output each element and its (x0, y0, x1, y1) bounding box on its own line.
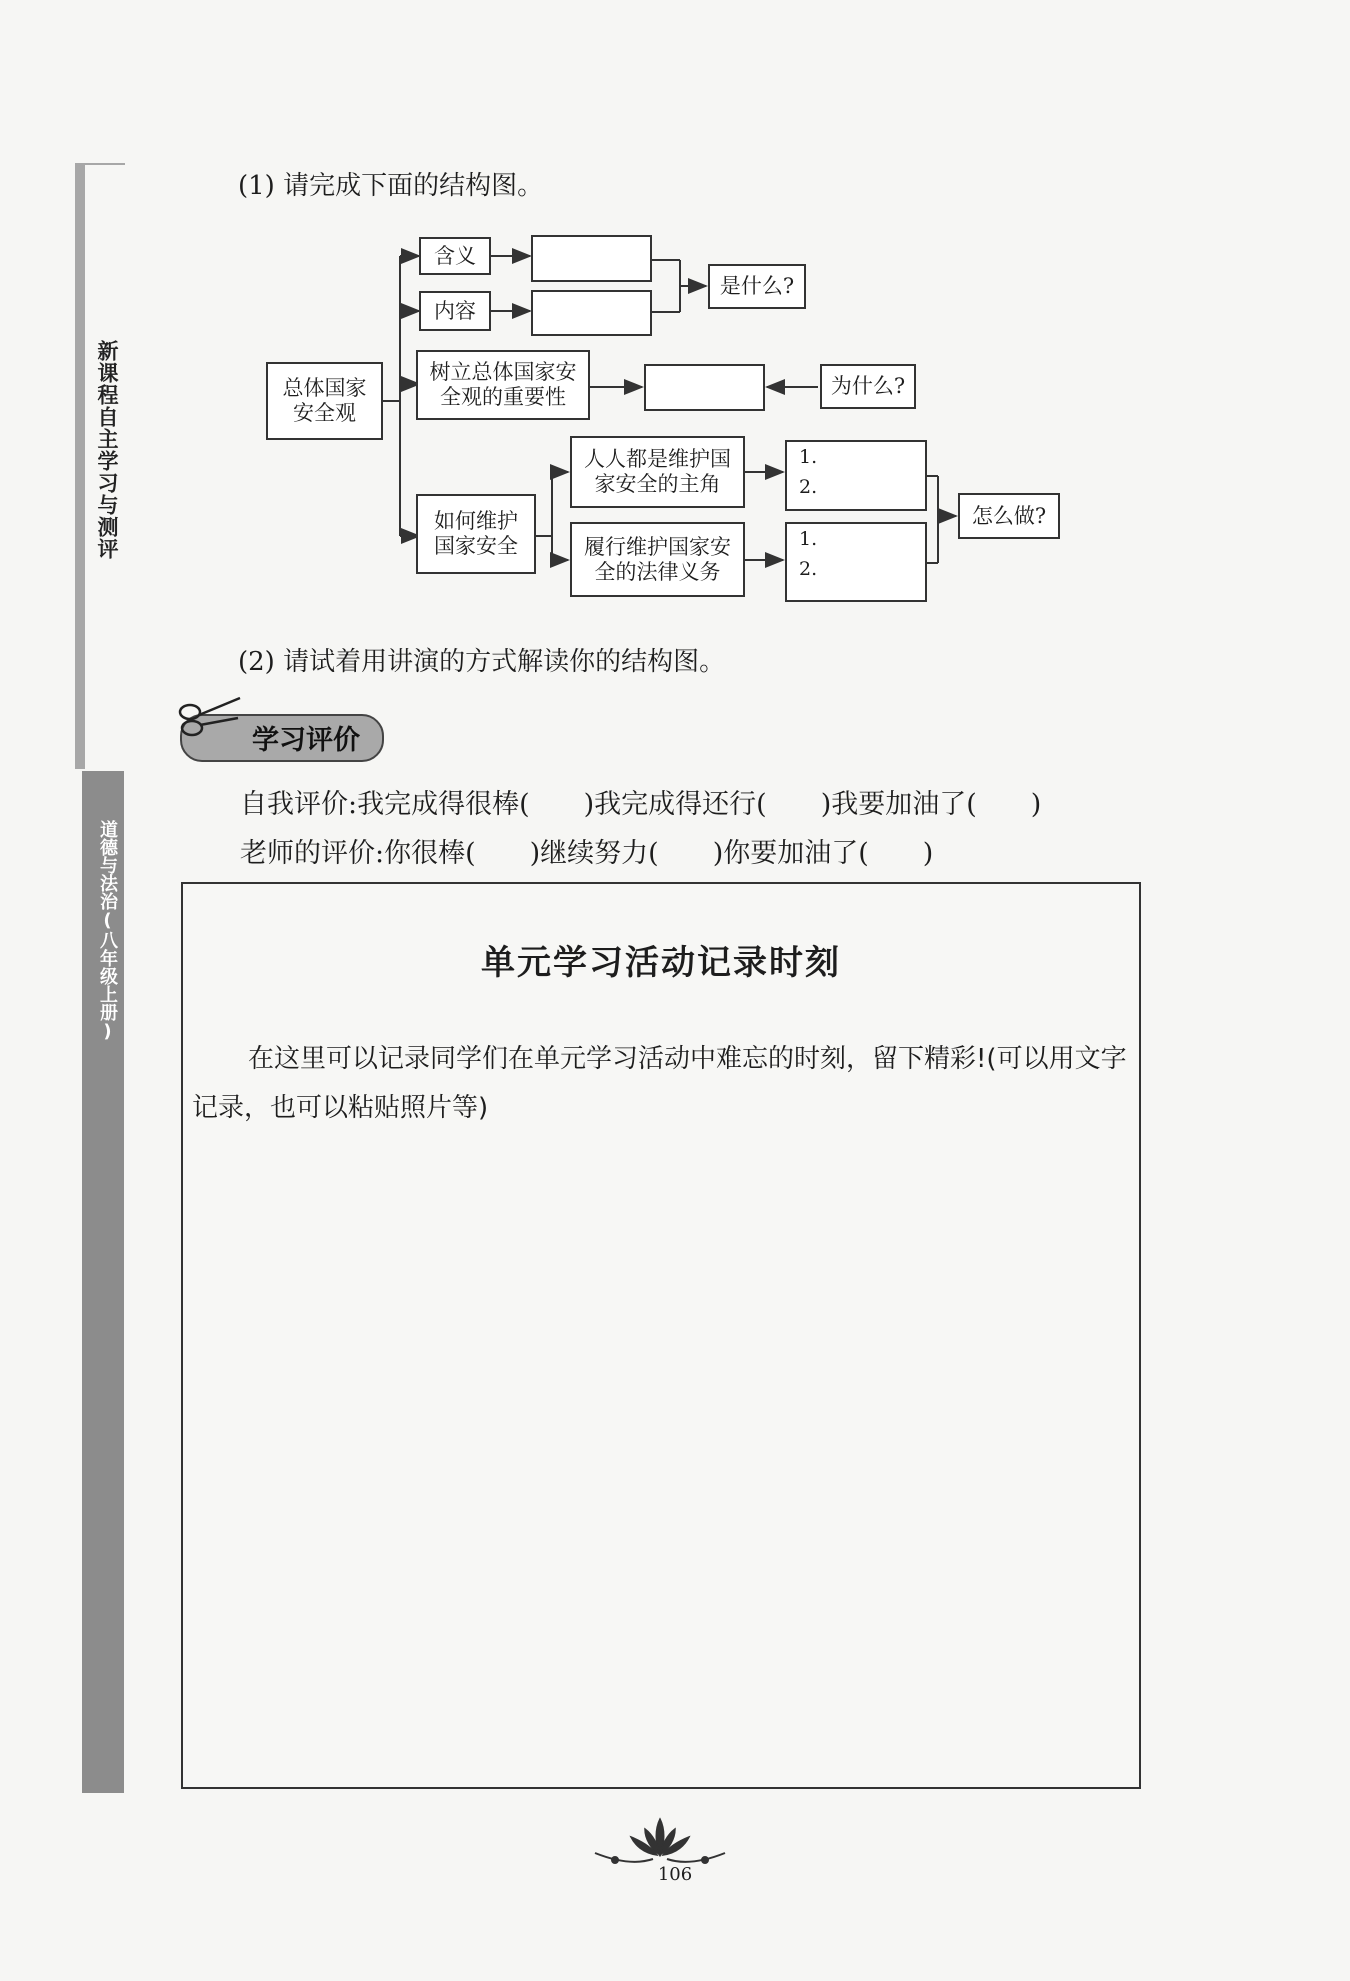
question-2: (2) 请试着用讲演的方式解读你的结构图。 (238, 647, 726, 677)
series-title: 新课程自主学习与测评 (95, 340, 119, 560)
node-role: 人人都是维护国 家安全的主角 (570, 436, 745, 508)
teacher-evaluation: 老师的评价:你很棒( )继续努力( )你要加油了( ) (240, 838, 934, 869)
node-how: 如何维护 国家安全 (416, 494, 536, 574)
side-bar-top-edge (85, 163, 125, 165)
record-instructions: 在这里可以记录同学们在单元学习活动中难忘的时刻，留下精彩!(可以用文字记录，也可以粘贴照片等) (192, 1044, 1127, 1123)
node-what: 是什么? (708, 264, 806, 309)
blank-importance-answer[interactable] (644, 364, 765, 411)
list-duty-answers[interactable]: 1. 2. (785, 522, 927, 602)
section-title: 学习评价 (252, 725, 360, 756)
node-duty: 履行维护国家安 全的法律义务 (570, 522, 745, 597)
node-importance: 树立总体国家安 全观的重要性 (416, 350, 590, 420)
question-1: (1) 请完成下面的结构图。 (238, 171, 544, 201)
node-content: 内容 (419, 291, 491, 331)
scissors-icon (176, 694, 246, 744)
self-evaluation: 自我评价:我完成得很棒( )我完成得还行( )我要加油了( ) (240, 789, 1042, 820)
list-role-answers[interactable]: 1. 2. (785, 440, 927, 511)
book-title: 道德与法治(八年级上册) (97, 820, 118, 1042)
blank-content-answer[interactable] (531, 290, 652, 336)
page-number: 106 (657, 1864, 693, 1885)
node-meaning: 含义 (419, 237, 491, 275)
record-box[interactable] (181, 882, 1141, 1789)
side-bar-top (75, 163, 85, 769)
blank-meaning-answer[interactable] (531, 235, 652, 282)
node-how-to: 怎么做? (958, 493, 1060, 539)
record-title: 单元学习活动记录时刻 (481, 943, 841, 983)
node-root: 总体国家 安全观 (266, 362, 383, 440)
node-why: 为什么? (820, 364, 916, 409)
